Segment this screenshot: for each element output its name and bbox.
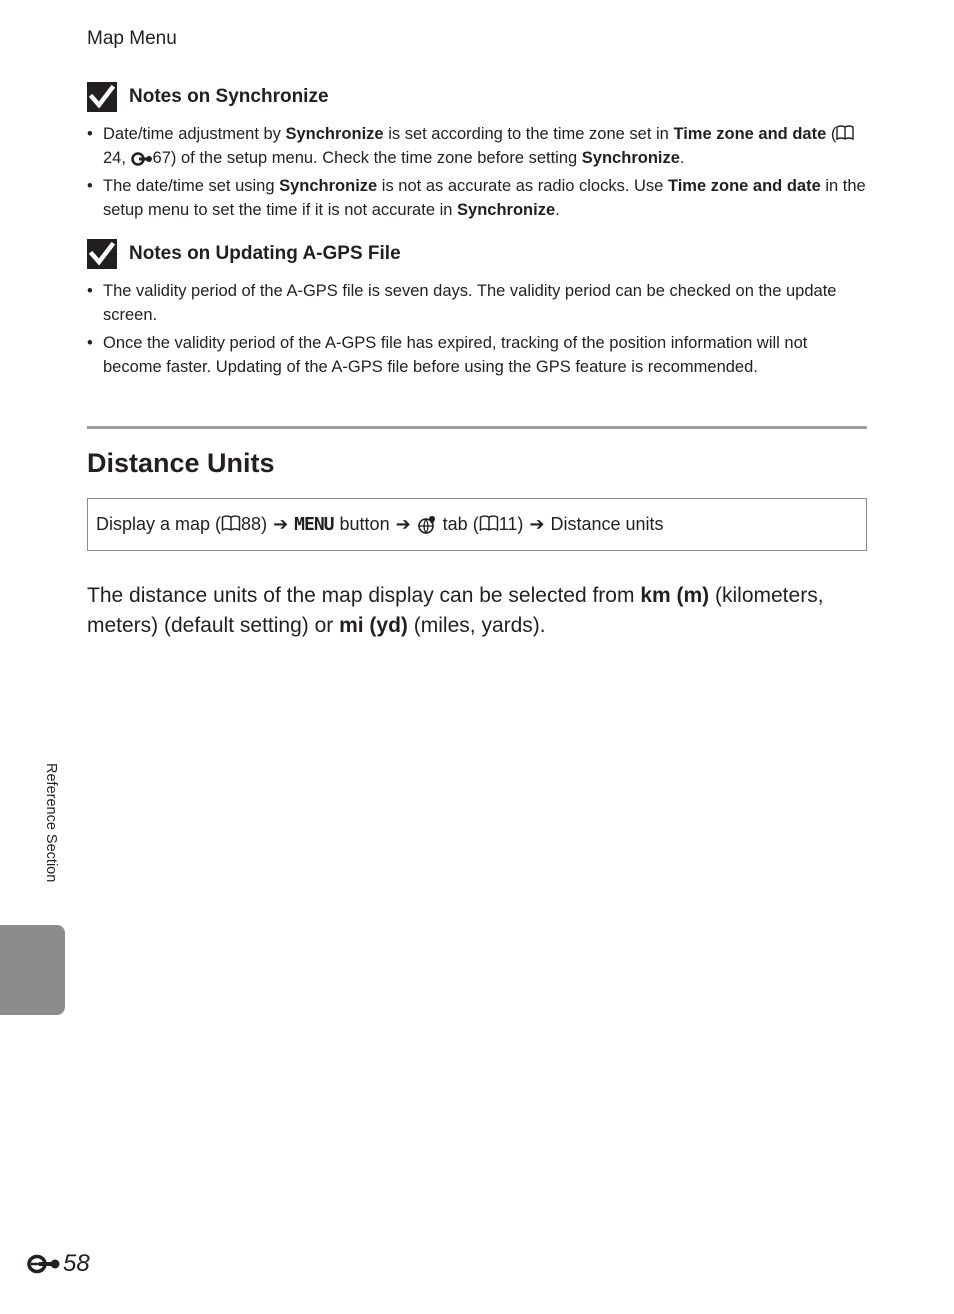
check-icon xyxy=(87,82,117,112)
note-title-text: Notes on Updating A-GPS File xyxy=(129,243,401,264)
arrow-right-icon: ➔ xyxy=(395,514,411,534)
page-ref-link[interactable]: 88 xyxy=(241,514,262,534)
section-title: Distance Units xyxy=(87,448,275,478)
nav-display-map: Display a map ( 88) xyxy=(96,514,268,534)
bullet-icon: • xyxy=(87,282,93,300)
list-item: • The date/time set using Synchronize is not as accurate as radio clocks. Use Time zone and date in the setup menu to set the time if it is not accurate in Synchronize. xyxy=(87,174,867,222)
list-item: • The validity period of the A-GPS file is seven days. The validity period can be checked on the update screen. xyxy=(87,279,867,327)
note-title xyxy=(87,82,867,112)
bullet-icon: • xyxy=(87,334,93,352)
nav-final-item: Distance units xyxy=(550,514,664,534)
page-number-value: 58 xyxy=(63,1250,90,1277)
note-list xyxy=(87,279,867,379)
side-tab-label: Reference Section xyxy=(43,763,59,883)
note-title xyxy=(87,239,867,269)
section-divider xyxy=(87,426,867,429)
page-number xyxy=(27,1250,90,1278)
bullet-icon: • xyxy=(87,125,93,143)
nav-button-label: button xyxy=(339,514,390,534)
page-ref-link[interactable]: 67 xyxy=(152,149,171,167)
book-icon xyxy=(479,515,499,532)
side-tab xyxy=(0,925,65,1015)
menu-button-icon: MENU xyxy=(294,514,334,535)
list-item: • Date/time adjustment by Synchronize is set according to the time zone set in Time zone and date (24, 67) of the setup menu. Check the time zone before setting Synchronize. xyxy=(87,122,867,170)
menu-path-box xyxy=(87,498,867,551)
list-item: • Once the validity period of the A-GPS file has expired, tracking of the position information will not become faster. Updating of the A-GPS file before using the GPS feature is recommended. xyxy=(87,331,867,379)
running-header: Map Menu xyxy=(87,28,177,49)
nav-tab-label: tab ( 11) xyxy=(442,514,524,534)
arrow-right-icon: ➔ xyxy=(529,514,545,534)
check-icon xyxy=(87,239,117,269)
note-agps xyxy=(87,239,867,383)
note-synchronize xyxy=(87,82,867,226)
page-ref-link[interactable]: 11 xyxy=(498,514,518,534)
book-icon xyxy=(836,125,854,141)
map-globe-icon xyxy=(417,515,437,535)
arrow-right-icon: ➔ xyxy=(273,514,289,534)
page-ref-link[interactable]: 24 xyxy=(103,149,122,167)
reference-e-icon xyxy=(131,152,153,166)
note-title-text: Notes on Synchronize xyxy=(129,86,329,107)
reference-e-icon xyxy=(27,1254,61,1274)
bullet-icon: • xyxy=(87,177,93,195)
section-body: The distance units of the map display can be selected from km (m) (kilometers, meters) (default setting) or mi (yd) (miles, yards). xyxy=(87,584,824,637)
note-list xyxy=(87,122,867,222)
book-icon xyxy=(221,515,241,532)
